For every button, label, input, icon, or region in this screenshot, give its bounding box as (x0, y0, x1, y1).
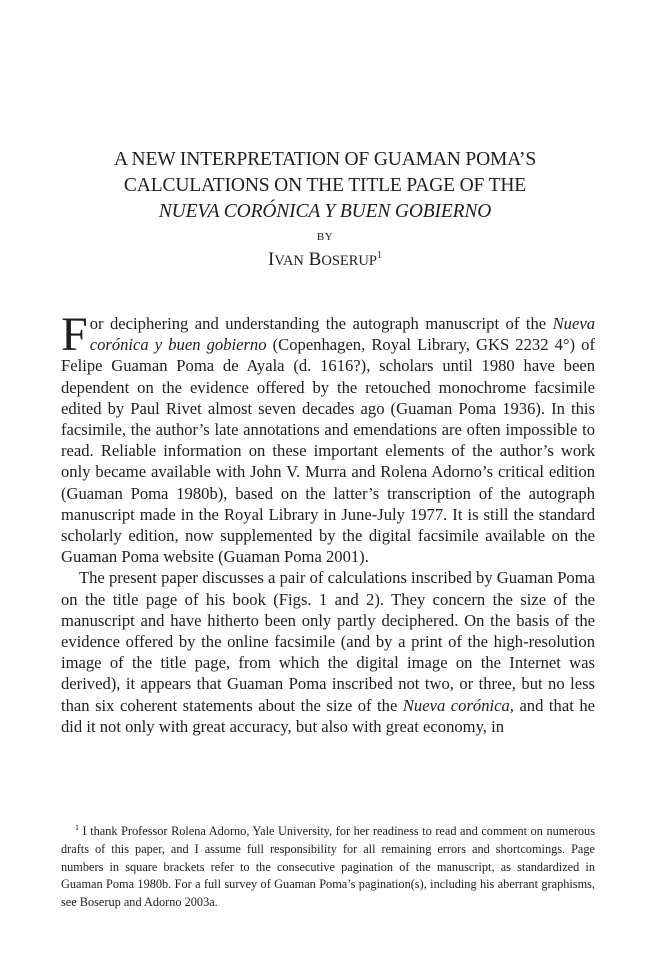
byline-by: BY (316, 231, 334, 243)
author-first-rest: VAN (274, 253, 304, 269)
author-footnote-marker[interactable]: 1 (376, 250, 382, 261)
drop-cap: F (61, 308, 88, 361)
footnote-text: I thank Professor Rolena Adorno, Yale University, for her readiness to read and comment on numerous drafts of this paper, and I assume full responsibility for all remaining errors and shortcomings. Page numbers in square brackets refer to the consecutive pagination of the manuscript, as standardized in Guaman Poma 1980b. For a full survey of Guaman Poma’s pagination(s), including his aberrant graphisms, see Boserup and Adorno 2003a. (61, 824, 595, 910)
paragraph-2-text-a: The present paper discusses a pair of calculations inscribed by Guaman Poma on the title page of his book (Figs. 1 and 2). They concern the size of the manuscript and have hitherto been only partly deciphered. On the basis of the evidence offered by the online facsimile (and by a print of the high-resolution image of the title page, from which the digital image on the Internet was derived), it appears that Guaman Poma inscribed not two, or three, but no less than six coherent statements about the size of the (61, 568, 595, 715)
title-line-3: NUEVA CORÓNICA Y BUEN GOBIERNO (158, 201, 492, 222)
paragraph-1-text-b: (Copenhagen, Royal Library, GKS 2232 4°) of Felipe Guaman Poma de Ayala (d. 1616?), scholars until 1980 have been dependent on the evidence offered by the retouched monochrome facsimile edited by Paul Rivet almost seven decades ago (Guaman Poma 1936). In this facsimile, the author’s late annotations and emendations are often impossible to read. Reliable information on these important elements of the author’s work only became available with John V. Murra and Rolena Adorno’s critical edition (Guaman Poma 1980b), based on the latter’s transcription of the autograph manuscript made in the Royal Library in June-July 1977. It is still the standard scholarly edition, now supplemented by the digital facsimile available on the Guaman Poma website (Guaman Poma 2001). (61, 335, 595, 567)
article-header (60, 147, 590, 273)
footnote (61, 823, 595, 912)
paragraph-1-italic-title: Nueva corónica y buen gobierno (89, 314, 595, 355)
paragraph-2-italic-title: Nueva corónica, (402, 695, 514, 715)
title-line-1: A NEW INTERPRETATION OF GUAMAN POMA’S (113, 149, 537, 170)
paragraph-2 (61, 567, 595, 737)
author-last-rest: OSERUP (321, 253, 377, 269)
paragraph-2-text-b: and that he did it not only with great accuracy, but also with great economy, in (61, 695, 595, 736)
footnote-1 (61, 823, 595, 912)
author-name (60, 248, 590, 273)
paragraph-1-text-a: or deciphering and understanding the autograph manuscript of the (89, 314, 553, 333)
author-initial-last: B (308, 249, 322, 270)
title-line-2: CALCULATIONS ON THE TITLE PAGE OF THE (123, 175, 527, 196)
article-body (61, 308, 595, 737)
author-initial-first: I (268, 249, 275, 270)
paragraph-1 (61, 308, 595, 567)
footnote-marker: 1 (75, 823, 79, 832)
